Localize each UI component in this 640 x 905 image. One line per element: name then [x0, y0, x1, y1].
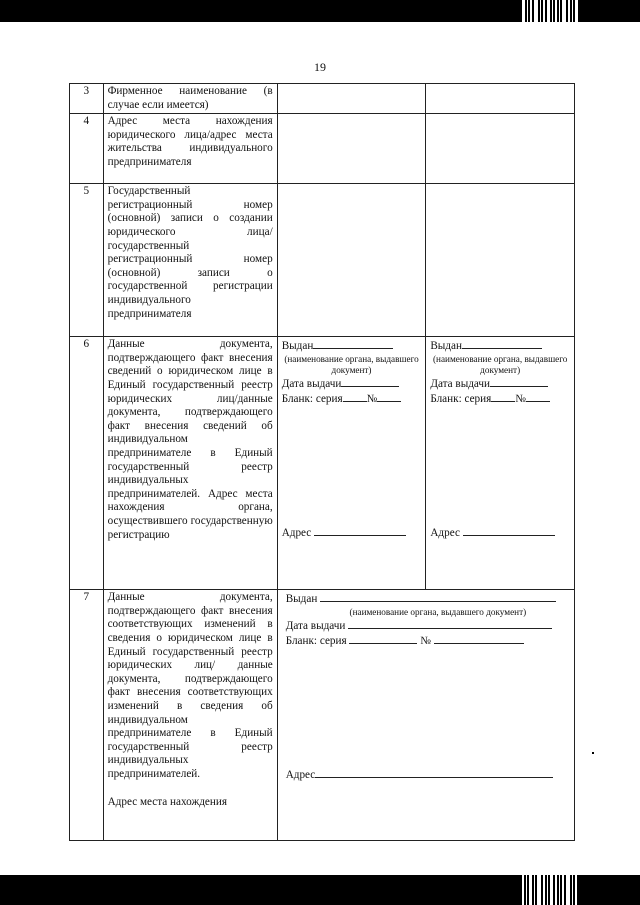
- value-cell-1[interactable]: [277, 84, 426, 114]
- scan-speck: [592, 752, 594, 754]
- row-number: 7: [70, 590, 104, 841]
- address-label: Адрес: [430, 526, 460, 539]
- form-series-field[interactable]: [349, 633, 417, 644]
- issued-label: Выдан: [281, 340, 314, 353]
- address-label: Адрес: [285, 768, 316, 781]
- row-description: Государственный регистрационный номер (основной) записи о создании юридического лица/ государственный регистрационный номер (основной) записи о государственной регистрации индивидуального предпринимателя: [103, 184, 277, 337]
- number-sign: №: [420, 635, 431, 648]
- form-series-label: Бланк: серия: [285, 635, 347, 648]
- table-row: [70, 337, 575, 590]
- form-table: [69, 83, 575, 841]
- address-label: Адрес: [281, 526, 312, 539]
- address-field[interactable]: [315, 767, 553, 778]
- issued-label: Выдан: [285, 593, 318, 606]
- row-number: 5: [70, 184, 104, 337]
- row-number: 4: [70, 114, 104, 184]
- issue-date-label: Дата выдачи: [430, 377, 491, 390]
- issued-field[interactable]: [320, 591, 556, 602]
- issue-date-field[interactable]: [341, 376, 399, 387]
- scan-top-border: [0, 0, 640, 22]
- form-number-field[interactable]: [526, 391, 550, 402]
- form-series-label: Бланк: серия: [430, 393, 492, 406]
- form-series-field[interactable]: [491, 391, 515, 402]
- issue-date-field[interactable]: [490, 376, 548, 387]
- row-description: Фирменное наименование (в случае если имеется): [103, 84, 277, 114]
- form-number-field[interactable]: [434, 633, 524, 644]
- address-field[interactable]: [314, 525, 406, 536]
- form-series-field[interactable]: [343, 391, 367, 402]
- row-description: Данные документа, подтверждающего факт внесения сведений о юридическом лице в Единый государственный реестр юридических лиц/данные документа, подтверждающего факт внесения сведений об индивидуальном предпринимателе в Единый государственный реестр индивидуальных предпринимателей. Адрес места нахождения органа, осуществившего государственную регистрацию: [103, 337, 277, 590]
- form-series-label: Бланк: серия: [281, 393, 343, 406]
- row-number: 3: [70, 84, 104, 114]
- issue-date-label: Дата выдачи: [281, 377, 342, 390]
- row-description-address: Адрес места нахождения: [107, 795, 227, 808]
- table-row: [70, 590, 575, 841]
- issued-field[interactable]: [462, 338, 542, 349]
- row-description: Адрес места нахождения юридического лица/адрес места жительства индивидуального предпринимателя: [103, 114, 277, 184]
- document-details-merged-cell: [277, 590, 574, 841]
- table-row: [70, 114, 575, 184]
- issue-date-field[interactable]: [348, 618, 552, 629]
- row-description-text: Данные документа, подтверждающего факт внесения соответствующих изменений в сведения о юридическом лице в Единый государственный реестр юридических лиц/ данные документа, подтверждающего факт внесения соответствующих изменений в сведения об индивидуальном предпринимателе в Единый государственный реестр индивидуальных предпринимателей.: [107, 591, 273, 780]
- barcode-icon: [522, 0, 632, 22]
- issuer-note: (наименование органа, выдавшего документ): [349, 606, 527, 617]
- row-number: 6: [70, 337, 104, 590]
- value-cell-2[interactable]: [426, 114, 575, 184]
- table-row: [70, 84, 575, 114]
- form-number-field[interactable]: [377, 391, 401, 402]
- number-sign: №: [366, 393, 378, 406]
- scan-bottom-border: [0, 875, 640, 905]
- value-cell-2[interactable]: [426, 184, 575, 337]
- document-details-cell-1: [277, 337, 426, 590]
- barcode-icon: [522, 875, 632, 905]
- address-field[interactable]: [463, 525, 555, 536]
- row-description: [103, 590, 277, 841]
- value-cell-1[interactable]: [277, 114, 426, 184]
- issuer-note: (наименование органа, выдавшего документ): [432, 353, 568, 375]
- number-sign: №: [515, 393, 526, 406]
- value-cell-1[interactable]: [277, 184, 426, 337]
- issue-date-label: Дата выдачи: [285, 619, 346, 632]
- document-details-cell-2: [426, 337, 575, 590]
- value-cell-2[interactable]: [426, 84, 575, 114]
- table-row: [70, 184, 575, 337]
- page-number: 19: [314, 60, 326, 74]
- issued-field[interactable]: [313, 338, 393, 349]
- issued-label: Выдан: [430, 340, 462, 353]
- issuer-note: (наименование органа, выдавшего документ): [284, 353, 419, 375]
